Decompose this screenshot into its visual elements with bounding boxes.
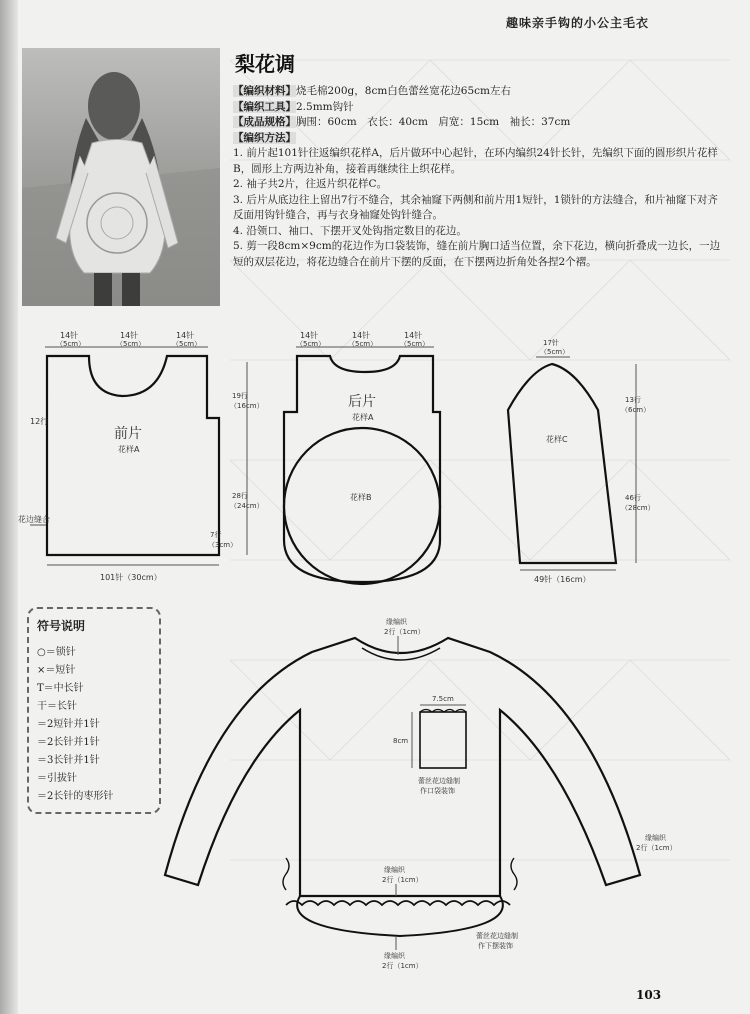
front-slit-rows: 7行	[210, 531, 222, 539]
method-step: 3. 后片从底边往上留出7行不缝合，其余袖窿下两侧和前片用1短针，1锁针的方法缝合，和片袖窿下对齐反面用钩针缝合，再与衣身袖窿处钩针缝合。	[233, 193, 718, 221]
legend-item: 干＝长针	[37, 701, 77, 712]
front-side-rows: 12行	[30, 417, 49, 426]
legend-item: ＝3长针并1针	[37, 755, 100, 766]
legend-item: ○＝锁针	[37, 647, 76, 658]
back-piece-diagram	[230, 330, 440, 584]
method-step: 4. 沿领口、袖口、下摆开叉处钩指定数目的花边。	[233, 224, 467, 237]
sleeve-top-cm: （5cm）	[540, 348, 570, 356]
sleeve-cap-cm: （6cm）	[621, 406, 651, 414]
front-piece-diagram	[18, 330, 237, 582]
pocket-note-2: 作口袋装饰	[420, 787, 455, 795]
legend-item: ＝2长针并1针	[37, 737, 100, 748]
symbol-legend	[27, 607, 161, 814]
front-top-left-label: 14针	[60, 331, 79, 340]
front-piece-name: 前片	[114, 426, 142, 442]
assembled-garment-diagram	[165, 617, 677, 970]
legend-item: ＝2短针并1针	[37, 719, 100, 730]
tools-value: 2.5mm钩针	[296, 100, 354, 113]
bottom-edge-rows: 2行（1cm）	[382, 962, 423, 970]
back-stitch: 花样A	[352, 413, 374, 422]
hem-edge-rows: 2行（1cm）	[382, 876, 423, 884]
back-top-mid-cm: （5cm）	[348, 340, 378, 348]
back-top-right-label: 14针	[404, 331, 423, 340]
front-bottom-width: 101针（30cm）	[100, 573, 162, 582]
pocket-height: 8cm	[393, 737, 409, 745]
pocket-note-1: 蕾丝花边缝制	[418, 777, 460, 785]
back-piece-name: 后片	[348, 394, 376, 410]
materials-label: 【编织材料】	[233, 85, 296, 97]
front-stitch: 花样A	[118, 445, 140, 454]
back-top-mid-label: 14针	[352, 331, 371, 340]
pattern-title: 梨花调	[235, 52, 295, 76]
pocket-width: 7.5cm	[432, 695, 454, 703]
front-top-mid-cm: （5cm）	[116, 340, 146, 348]
back-top-right-cm: （5cm）	[400, 340, 430, 348]
collar-rows: 2行（1cm）	[384, 628, 425, 636]
hem-edge-note: 缘编织	[384, 866, 405, 874]
front-mark-note: 花边缝合	[18, 515, 50, 524]
legend-item: ＝2长针的枣形针	[37, 791, 114, 802]
legend-item: ×＝短针	[37, 665, 76, 676]
back-upper-cm: （16cm）	[230, 402, 264, 410]
method-step: 5. 剪一段8cm×9cm的花边作为口袋装饰，缝在前片胸口适当位置，余下花边，横向折叠成一边长，一边短的双层花边，将花边缝合在前片下摆的反面，在下摆两边折角处各捏2个褶。	[233, 240, 721, 268]
materials-value: 烧毛棉200g，8cm白色蕾丝宽花边65cm左右	[296, 85, 511, 97]
back-top-left-cm: （5cm）	[296, 340, 326, 348]
back-lower-rows: 28行	[232, 492, 248, 500]
lace-note-1: 蕾丝花边缝制	[476, 932, 518, 940]
cuff-rows: 2行（1cm）	[636, 844, 677, 852]
page-number: 103	[636, 988, 662, 1002]
sleeve-top-label: 17针	[543, 339, 559, 347]
size-label: 【成品规格】	[233, 116, 296, 128]
lace-note-2: 作下摆装饰	[478, 942, 513, 950]
front-slit-cm: （3cm）	[208, 541, 238, 549]
sleeve-bottom-width: 49针（16cm）	[534, 575, 591, 584]
size-value: 胸围：60cm 衣长：40cm 肩宽：15cm 袖长：37cm	[296, 116, 571, 128]
legend-item: ＝引拔针	[37, 773, 77, 784]
legend-title: 符号说明	[37, 619, 86, 633]
bottom-edge-note: 缘编织	[384, 952, 405, 960]
front-top-mid-label: 14针	[120, 331, 139, 340]
back-upper-rows: 19行	[232, 392, 248, 400]
sleeve-cap-rows: 13行	[625, 396, 641, 404]
back-top-left-label: 14针	[300, 331, 319, 340]
cuff-note: 缘编织	[645, 834, 666, 842]
method-label: 【编织方法】	[233, 131, 296, 144]
front-top-right-label: 14针	[176, 331, 195, 340]
book-running-header: 趣味亲手钩的小公主毛衣	[506, 16, 650, 30]
front-top-left-cm: （5cm）	[56, 340, 86, 348]
sleeve-diagram	[508, 338, 655, 584]
tools-label: 【编织工具】	[233, 100, 296, 113]
legend-item: T＝中长针	[37, 683, 84, 694]
back-lower-cm: （24cm）	[230, 502, 264, 510]
sleeve-body-cm: （28cm）	[621, 504, 655, 512]
back-circle-stitch: 花样B	[350, 493, 372, 502]
sleeve-stitch: 花样C	[546, 435, 568, 444]
collar-note: 缘编织	[386, 618, 407, 626]
sleeve-body-rows: 46行	[625, 494, 641, 502]
method-step: 2. 袖子共2片，往返片织花样C。	[233, 178, 388, 190]
method-step: 1. 前片起101针往返编织花样A，后片做环中心起针，在环内编织24针长针，先编织下面的圆形织片花样B，圆形上方两边补角，接着再继续往上织花样。	[233, 147, 718, 175]
front-top-right-cm: （5cm）	[172, 340, 202, 348]
